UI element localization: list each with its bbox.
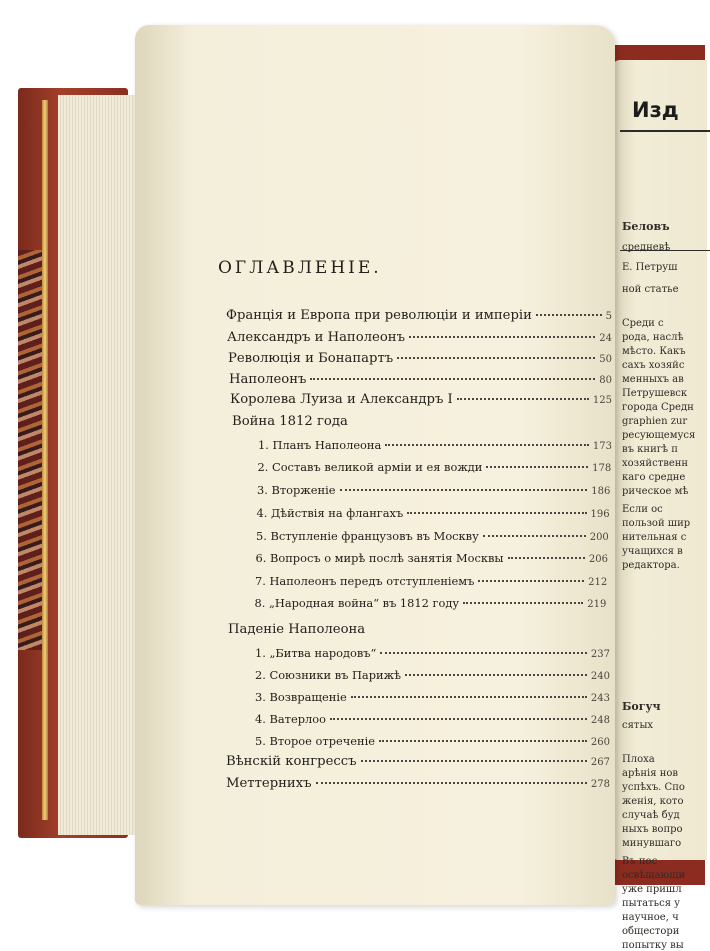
dot-leader [483,535,586,537]
right-page-line: пользой шир [622,518,691,529]
right-page-line: graphien zur [622,416,688,427]
toc-entry-title: 3. Вторженіе [257,483,336,497]
toc-entry [230,392,612,407]
dot-leader [478,580,584,582]
header-rule [620,130,710,132]
toc-entry [227,330,612,345]
toc-entry [257,506,610,520]
toc-section-heading: Паденіе Наполеона [228,622,366,637]
right-page-line: женія, кото [622,796,684,807]
toc-entry-page: 50 [599,354,612,365]
toc-entry [226,308,612,323]
dot-leader [508,557,585,559]
dot-leader [463,602,583,604]
dot-leader [340,489,588,491]
right-page-header: Изд [632,98,679,122]
toc-entry-title: 1. „Битва народовъ“ [255,646,377,660]
toc-entry-title: Вѣнскій конгрессъ [226,754,357,769]
right-page-line: въ книгѣ п [622,444,678,455]
toc-entry [258,460,612,474]
right-page-line: ной статье [622,284,679,295]
right-page-line: мѣсто. Какъ [622,346,686,357]
right-page-line: редактора. [622,560,680,571]
dot-leader [397,357,595,359]
right-page-line: научное, ч [622,912,679,923]
right-page-line: попытку вы [622,940,684,951]
toc-entry [257,483,610,497]
toc-entry [255,734,610,748]
right-page-line: средневѣ [622,242,671,253]
right-page-line: менныхъ ав [622,374,684,385]
toc-entry-page: 80 [599,375,612,386]
toc-entry-title: Меттернихъ [226,776,312,791]
toc-entry-page: 5 [605,311,612,322]
toc-entry-title: 3. Возвращеніе [255,690,347,704]
right-page-line: уже пришл [622,884,682,895]
right-page-line: арѣнія нов [622,768,679,779]
toc-entry [256,551,609,565]
dot-leader [316,782,587,784]
toc-entry-page: 243 [590,693,610,704]
toc-section-heading: Война 1812 года [232,414,348,429]
toc-entry-page: 248 [590,715,610,726]
toc-entry-title: 2. Составъ великой арміи и ея вожди [257,460,483,474]
right-page-line: пытаться у [622,898,681,909]
toc-entry-title: Королева Луиза и Александръ I [230,392,453,407]
dot-leader [409,336,595,338]
right-page-line: Беловъ [622,220,670,233]
right-page-line: хозяйственн [622,458,689,469]
dot-leader [361,760,587,762]
toc-entry [255,596,607,610]
toc-entry-title: 5. Второе отреченіе [255,734,375,748]
toc-entry-title: 7. Наполеонъ передъ отступленіемъ [255,574,475,588]
toc-entry-title: 6. Вопросъ о мирѣ послѣ занятія Москвы [255,551,504,565]
toc-entry [255,690,610,704]
right-page-line: города Средн [622,402,694,413]
toc-entry [226,776,610,791]
toc-entry-title: Александръ и Наполеонъ [227,330,405,345]
toc-entry-page: 196 [590,509,610,520]
right-page-line: Среди с [622,318,664,329]
toc-entry [255,668,610,682]
toc-entry-page: 178 [592,463,612,474]
toc-entry [255,574,607,588]
right-page-line: освѣщающи [622,870,686,881]
toc-entry-page: 260 [590,737,610,748]
toc-entry [255,712,610,726]
right-page-line: рическое мѣ [622,486,689,497]
toc-entry-page: 267 [590,757,610,768]
right-page-line: сахъ хозяйс [622,360,685,371]
dot-leader [486,466,588,468]
dot-leader [310,378,595,380]
toc-entry-page: 237 [590,649,610,660]
right-page [612,60,707,951]
dot-leader [407,512,586,514]
toc-entry-title: 1. Планъ Наполеона [258,438,382,452]
right-page-line: ныхъ вопро [622,824,683,835]
toc-entry [229,372,612,387]
dot-leader [405,674,587,676]
toc-entry-page: 206 [588,554,608,565]
toc-entry [258,438,612,452]
right-page-line: Если ос [622,504,663,515]
dot-leader [457,398,589,400]
dot-leader [385,444,589,446]
toc-title: ОГЛАВЛЕНІЕ. [218,258,382,278]
dot-leader [536,314,602,316]
right-page-line: Богуч [622,700,661,713]
toc-entry-page: 278 [590,779,610,790]
toc-entry-title: 2. Союзники въ Парижѣ [255,668,401,682]
right-page-line: случаѣ буд [622,810,680,821]
toc-entry-title: Революція и Бонапартъ [228,351,394,366]
right-page-line: учащихся в [622,546,683,557]
toc-entry-page: 240 [590,671,610,682]
right-page-line: ресующемуся [622,430,696,441]
toc-entry [256,529,609,543]
dot-leader [330,718,587,720]
right-page-line: общестори [622,926,680,937]
right-page-line: рода, наслѣ [622,332,684,343]
dot-leader [380,652,587,654]
gilt-edge [42,100,48,820]
right-page-line: успѣхъ. Спо [622,782,685,793]
right-page-line: сятых [622,720,654,731]
toc-entry-title: 8. „Народная война“ въ 1812 году [254,596,460,610]
toc-entry [228,351,612,366]
toc-entry-title: Франція и Европа при революціи и имперіи [226,308,532,323]
right-page-line: нительная с [622,532,687,543]
toc-entry-page: 186 [591,486,611,497]
toc-entry [255,646,610,660]
toc-entry [226,754,610,769]
toc-entry-page: 173 [592,441,612,452]
toc-entry-page: 200 [589,532,609,543]
toc-entry-title: 4. Дѣйствія на флангахъ [256,506,404,520]
toc-entry-title: 4. Ватерлоо [255,712,326,726]
toc-entry-page: 212 [588,577,608,588]
dot-leader [351,696,587,698]
toc-entry-title: 5. Вступленіе французовъ въ Москву [256,529,479,543]
right-page-line: Е. Петруш [622,262,678,273]
right-page-line: Плоха [622,754,655,765]
toc-entry-page: 219 [587,599,607,610]
toc-entry-title: Наполеонъ [229,372,307,387]
toc-entry-page: 125 [592,395,612,406]
right-page-line: Въ пос [622,856,658,867]
right-page-line: минувшаго [622,838,682,849]
toc-entry-page: 24 [599,333,612,344]
dot-leader [379,740,587,742]
right-page-line: Петрушевск [622,388,688,399]
right-page-line: каго средне [622,472,686,483]
